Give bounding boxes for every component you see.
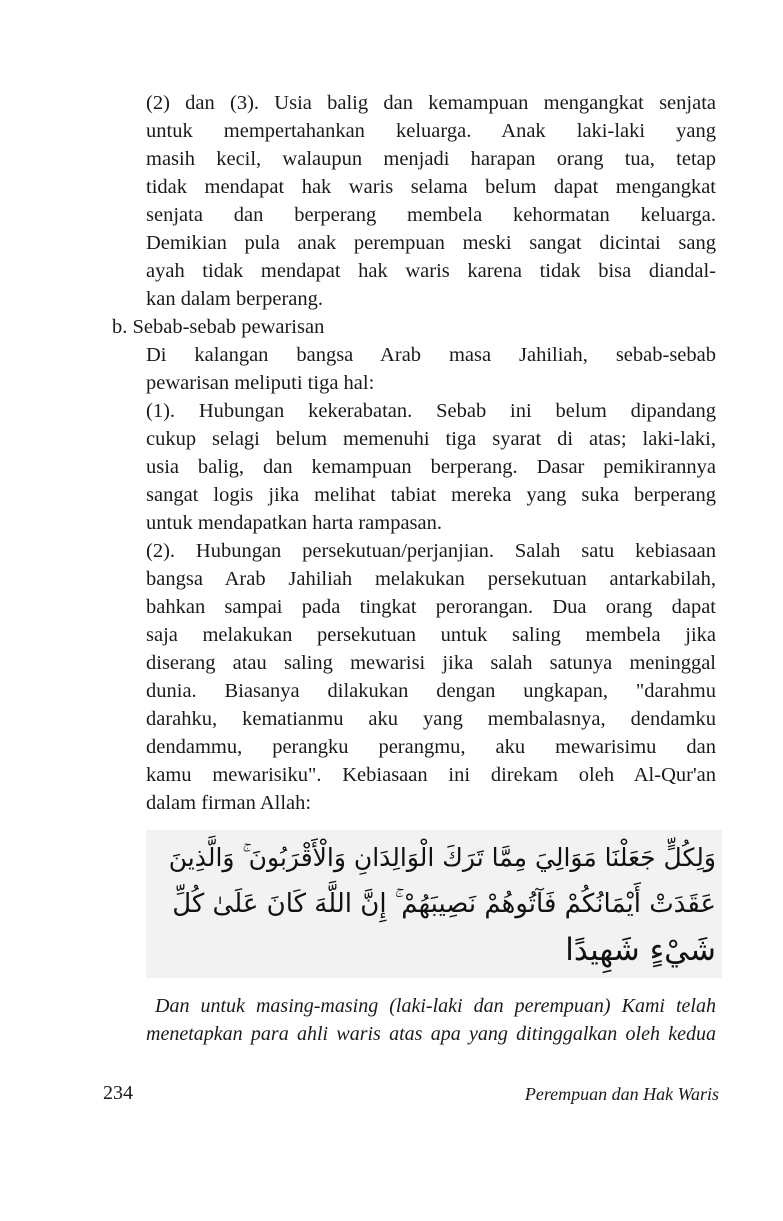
- quran-verse-line: شَيْءٍ شَهِيدًا: [565, 932, 716, 968]
- text-line: sangat logis jika melihat tabiat mereka yang suka berperang: [146, 484, 716, 506]
- quran-verse-line: وَلِكُلٍّ جَعَلْنَا مَوَالِيَ مِمَّا تَرَكَ الْوَالِدَانِ وَالْأَقْرَبُونَ ۚ وَالَّذِينَ: [168, 843, 716, 872]
- running-footer-title: Perempuan dan Hak Waris: [524, 1084, 719, 1104]
- translation-line: Dan untuk masing-masing (laki-laki dan perempuan) Kami telah: [155, 995, 716, 1017]
- text-line: saja melakukan persekutuan untuk saling membela jika: [146, 624, 716, 646]
- text-line: Demikian pula anak perempuan meski sangat dicintai sang: [146, 232, 716, 254]
- text-line: cukup selagi belum memenuhi tiga syarat di atas; laki-laki,: [146, 428, 716, 450]
- text-line: untuk mendapatkan harta rampasan.: [146, 512, 442, 534]
- text-line: kamu mewarisiku". Kebiasaan ini direkam oleh Al-Qur'an: [146, 764, 716, 786]
- section-heading: b. Sebab-sebab pewarisan: [112, 316, 325, 338]
- text-line: Di kalangan bangsa Arab masa Jahiliah, sebab-sebab: [146, 344, 716, 366]
- text-line: untuk mempertahankan keluarga. Anak laki-laki yang: [146, 120, 716, 142]
- text-line: diserang atau saling mewarisi jika salah satunya meninggal: [146, 652, 716, 674]
- text-line: ayah tidak mendapat hak waris karena tidak bisa diandal-: [146, 260, 716, 282]
- text-line: pewarisan meliputi tiga hal:: [146, 372, 375, 394]
- text-line: usia balig, dan kemampuan berperang. Dasar pemikirannya: [146, 456, 716, 478]
- text-line: darahku, kematianmu aku yang membalasnya, dendamku: [146, 708, 716, 730]
- text-line: (1). Hubungan kekerabatan. Sebab ini belum dipandang: [146, 400, 716, 422]
- text-line: dunia. Biasanya dilakukan dengan ungkapan, "darahmu: [146, 680, 716, 702]
- text-line: masih kecil, walaupun menjadi harapan orang tua, tetap: [146, 148, 716, 170]
- text-line: bahkan sampai pada tingkat perorangan. Dua orang dapat: [146, 596, 716, 618]
- translation-line: menetapkan para ahli waris atas apa yang ditinggalkan oleh kedua: [146, 1023, 716, 1045]
- text-line: dalam firman Allah:: [146, 792, 312, 814]
- text-line: kan dalam berperang.: [146, 288, 324, 310]
- quran-verse-block: [146, 830, 722, 978]
- text-line: bangsa Arab Jahiliah melakukan persekutuan antarkabilah,: [146, 568, 716, 590]
- text-line: (2). Hubungan persekutuan/perjanjian. Salah satu kebiasaan: [146, 540, 716, 562]
- text-line: tidak mendapat hak waris selama belum dapat mengangkat: [146, 176, 716, 198]
- page-number: 234: [103, 1082, 133, 1104]
- quran-verse-line: عَقَدَتْ أَيْمَانُكُمْ فَآتُوهُمْ نَصِيبَهُمْ ۚ إِنَّ اللَّهَ كَانَ عَلَىٰ كُلِّ: [172, 889, 716, 919]
- text-line: dendammu, perangku perangmu, aku mewarisimu dan: [146, 736, 716, 758]
- text-line: (2) dan (3). Usia balig dan kemampuan mengangkat senjata: [146, 92, 716, 114]
- text-line: senjata dan berperang membela kehormatan keluarga.: [146, 204, 716, 226]
